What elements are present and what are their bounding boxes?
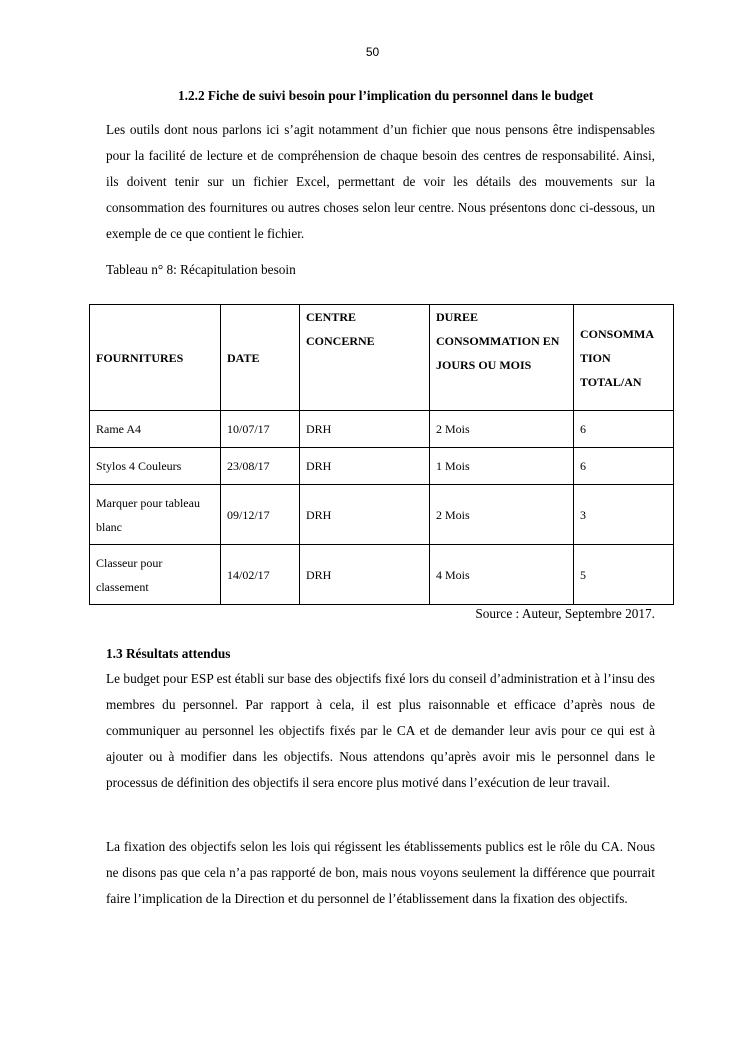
cell-centre: DRH: [300, 545, 430, 605]
header-centre: CENTRE CONCERNE: [300, 305, 430, 411]
cell-duree: 2 Mois: [430, 485, 574, 545]
recap-table: [89, 304, 674, 605]
cell-date: 23/08/17: [221, 448, 300, 485]
cell-total: 3: [574, 485, 674, 545]
table-caption: Tableau n° 8: Récapitulation besoin: [106, 262, 296, 277]
table-row: [90, 448, 674, 485]
header-duree: DUREE CONSOMMATION EN JOURS OU MOIS: [430, 305, 574, 411]
cell-centre: DRH: [300, 411, 430, 448]
cell-fourniture: Rame A4: [90, 411, 221, 448]
cell-date: 14/02/17: [221, 545, 300, 605]
table-header-row: [90, 305, 674, 411]
results-paragraph-1: Le budget pour ESP est établi sur base des objectifs fixé lors du conseil d’administration et à l’insu des membres du personnel. Par rapport à cela, il est plus raisonnable et efficace d’après nous de communiquer au personnel les objectifs fixés par le CA et de demander leur avis pour ce qui est à ajouter ou à modifier dans les objectifs. Nous attendons qu’après avoir mis le personnel dans le processus de définition des objectifs il sera encore plus motivé dans l’exécution de leur travail.: [106, 671, 655, 790]
cell-fourniture: Stylos 4 Couleurs: [90, 448, 221, 485]
section-heading: 1.2.2 Fiche de suivi besoin pour l’implication du personnel dans le budget: [178, 88, 594, 103]
cell-fourniture: Classeur pour classement: [90, 545, 221, 605]
cell-centre: DRH: [300, 485, 430, 545]
cell-duree: 1 Mois: [430, 448, 574, 485]
results-heading: 1.3 Résultats attendus: [106, 646, 231, 661]
cell-centre: DRH: [300, 448, 430, 485]
intro-paragraph: Les outils dont nous parlons ici s’agit notamment d’un fichier que nous pensons être indispensables pour la facilité de lecture et de compréhension de chaque besoin des centres de responsabilité. Ainsi, ils doivent tenir sur un fichier Excel, permettant de voir les détails des mouvements sur la consommation des fournitures ou autres choses selon leur centre. Nous présentons donc ci-dessous, un exemple de ce que contient le fichier.: [106, 122, 655, 241]
header-fournitures: FOURNITURES: [90, 305, 221, 411]
cell-total: 5: [574, 545, 674, 605]
cell-fourniture: Marquer pour tableau blanc: [90, 485, 221, 545]
results-paragraph-2: La fixation des objectifs selon les lois qui régissent les établissements publics est le rôle du CA. Nous ne disons pas que cela n’a pas rapporté de bon, mais nous voyons seulement la différence que pourrait faire l’implication de la Direction et du personnel de l’établissement dans la fixation des objectifs.: [106, 839, 655, 906]
table-row: [90, 545, 674, 605]
cell-total: 6: [574, 448, 674, 485]
table-source: Source : Auteur, Septembre 2017.: [475, 606, 655, 621]
header-date: DATE: [221, 305, 300, 411]
cell-duree: 4 Mois: [430, 545, 574, 605]
table-row: [90, 485, 674, 545]
cell-duree: 2 Mois: [430, 411, 574, 448]
cell-date: 09/12/17: [221, 485, 300, 545]
cell-date: 10/07/17: [221, 411, 300, 448]
page-number: 50: [365, 45, 380, 59]
header-consommation: CONSOMMA TION TOTAL/AN: [574, 305, 674, 411]
cell-total: 6: [574, 411, 674, 448]
table-row: [90, 411, 674, 448]
